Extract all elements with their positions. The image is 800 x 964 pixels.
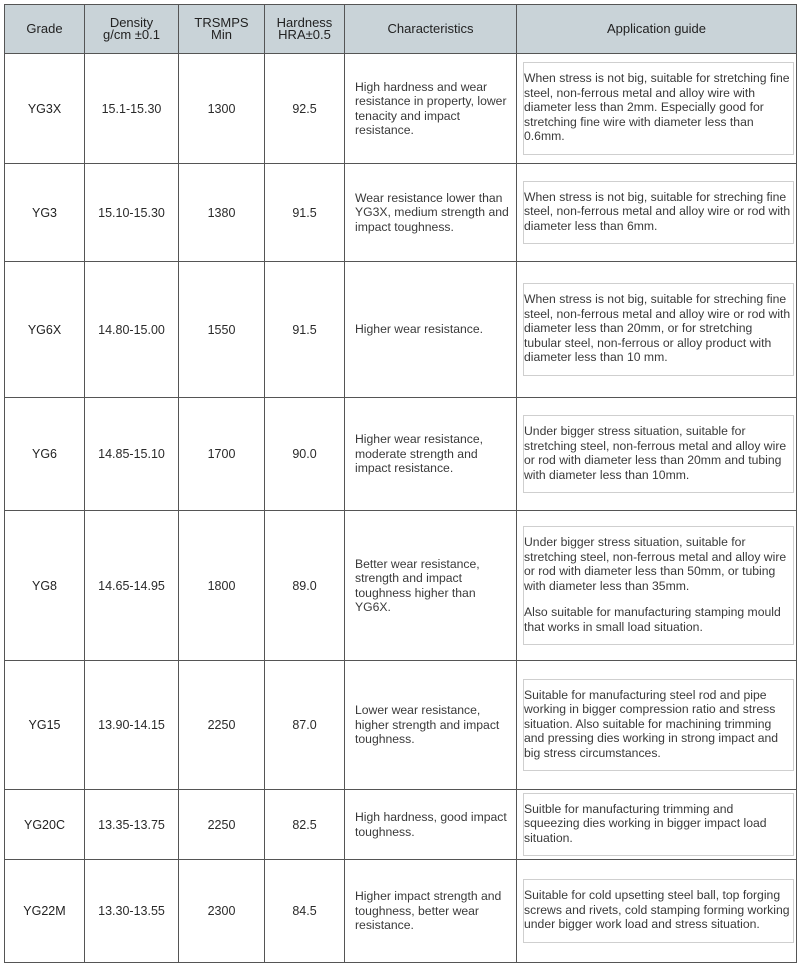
hardness-cell: 87.0 (265, 661, 345, 790)
characteristics-cell: Lower wear resistance, higher strength and impact toughness. (345, 661, 517, 790)
application-paragraph: Under bigger stress situation, suitable for stretching steel, non-ferrous metal and alloy wire or rod with diameter less than 20mm and tubing with diameter less than 10mm. (524, 424, 787, 482)
header-trs (179, 5, 265, 54)
application-text-box (523, 526, 794, 645)
header-density (85, 5, 179, 54)
application-text-box (523, 181, 794, 245)
header-hardness (265, 5, 345, 54)
trs-cell: 1700 (179, 398, 265, 511)
table-row (5, 54, 797, 164)
table-row (5, 860, 797, 963)
application-paragraph: Also suitable for manufacturing stamping mould that works in small load situation. (524, 605, 781, 634)
table-row (5, 511, 797, 661)
hardness-cell: 91.5 (265, 164, 345, 262)
carbide-grade-table (4, 4, 797, 963)
characteristics-cell: High hardness and wear resistance in property, lower tenacity and impact resistance. (345, 54, 517, 164)
application-cell (517, 164, 797, 262)
application-cell (517, 398, 797, 511)
application-cell (517, 54, 797, 164)
application-text-box (523, 62, 794, 155)
hardness-cell: 89.0 (265, 511, 345, 661)
grade-cell: YG3 (5, 164, 85, 262)
application-paragraph: Suitable for manufacturing steel rod and pipe working in bigger compression ratio and stress situation. Also suitable for machining trimming and pressing dies working in strong impact and big stress circumstances. (524, 687, 779, 760)
header-density-line1: Density (109, 15, 154, 30)
application-paragraph: When stress is not big, suitable for streching fine steel, non-ferrous metal and alloy wire or rod with diameter less than 20mm, or for stretching tubular steel, non-ferrous or alloy product with diameter less than 10 mm. (524, 292, 791, 365)
trs-cell: 2250 (179, 661, 265, 790)
characteristics-cell: Wear resistance lower than YG3X, medium strength and impact toughness. (345, 164, 517, 262)
application-paragraph: Under bigger stress situation, suitable for stretching steel, non-ferrous metal and alloy wire or rod with diameter less than 50mm, or tubing with diameter less than 35mm. (524, 535, 787, 593)
hardness-cell: 91.5 (265, 262, 345, 398)
application-text-box (523, 793, 794, 857)
hardness-cell: 90.0 (265, 398, 345, 511)
characteristics-cell: High hardness, good impact toughness. (345, 790, 517, 860)
application-cell (517, 262, 797, 398)
header-characteristics: Characteristics (345, 5, 517, 54)
application-cell (517, 511, 797, 661)
density-cell: 14.85-15.10 (85, 398, 179, 511)
application-paragraph: When stress is not big, suitable for streching fine steel, non-ferrous metal and alloy wire or rod with diameter less than 6mm. (524, 189, 791, 233)
grade-cell: YG15 (5, 661, 85, 790)
table-row (5, 790, 797, 860)
application-paragraph: Suitable for cold upsetting steel ball, top forging screws and rivets, cold stamping forming working under bigger work load and stress situation. (524, 888, 790, 932)
density-cell: 13.30-13.55 (85, 860, 179, 963)
header-application: Application guide (517, 5, 797, 54)
header-row (5, 5, 797, 54)
density-cell: 13.90-14.15 (85, 661, 179, 790)
header-hardness-line1: Hardness (276, 15, 333, 30)
application-text-box (523, 283, 794, 376)
trs-cell: 1300 (179, 54, 265, 164)
header-density-line2: g/cm ±0.1 (103, 27, 160, 42)
trs-cell: 2300 (179, 860, 265, 963)
hardness-cell: 92.5 (265, 54, 345, 164)
characteristics-cell: Higher impact strength and toughness, better wear resistance. (345, 860, 517, 963)
density-cell: 15.10-15.30 (85, 164, 179, 262)
density-cell: 13.35-13.75 (85, 790, 179, 860)
table-row (5, 398, 797, 511)
density-cell: 14.80-15.00 (85, 262, 179, 398)
trs-cell: 2250 (179, 790, 265, 860)
trs-cell: 1550 (179, 262, 265, 398)
characteristics-cell: Higher wear resistance. (345, 262, 517, 398)
density-cell: 15.1-15.30 (85, 54, 179, 164)
trs-cell: 1800 (179, 511, 265, 661)
grade-cell: YG8 (5, 511, 85, 661)
application-cell (517, 661, 797, 790)
characteristics-cell: Better wear resistance, strength and impact toughness higher than YG6X. (345, 511, 517, 661)
application-text-box (523, 415, 794, 493)
hardness-cell: 84.5 (265, 860, 345, 963)
grade-cell: YG3X (5, 54, 85, 164)
grade-table-container (4, 4, 796, 963)
application-paragraph: Suitble for manufacturing trimming and squeezing dies working in bigger impact load situation. (524, 801, 767, 845)
trs-cell: 1380 (179, 164, 265, 262)
grade-cell: YG22M (5, 860, 85, 963)
characteristics-cell: Higher wear resistance, moderate strength and impact resistance. (345, 398, 517, 511)
header-trs-line1: TRSMPS (194, 15, 249, 30)
grade-cell: YG20C (5, 790, 85, 860)
density-cell: 14.65-14.95 (85, 511, 179, 661)
table-row (5, 262, 797, 398)
header-grade: Grade (5, 5, 85, 54)
grade-cell: YG6X (5, 262, 85, 398)
header-trs-line2: Min (211, 27, 232, 42)
application-cell (517, 860, 797, 963)
table-row (5, 661, 797, 790)
header-hardness-line2: HRA±0.5 (278, 27, 331, 42)
application-paragraph: When stress is not big, suitable for stretching fine steel, non-ferrous metal and alloy wire with diameter less than 2mm. Especially good for stretching fine wire with diameter less than 0.6mm. (524, 71, 790, 144)
grade-cell: YG6 (5, 398, 85, 511)
application-text-box (523, 679, 794, 772)
application-cell (517, 790, 797, 860)
hardness-cell: 82.5 (265, 790, 345, 860)
table-row (5, 164, 797, 262)
application-text-box (523, 879, 794, 943)
